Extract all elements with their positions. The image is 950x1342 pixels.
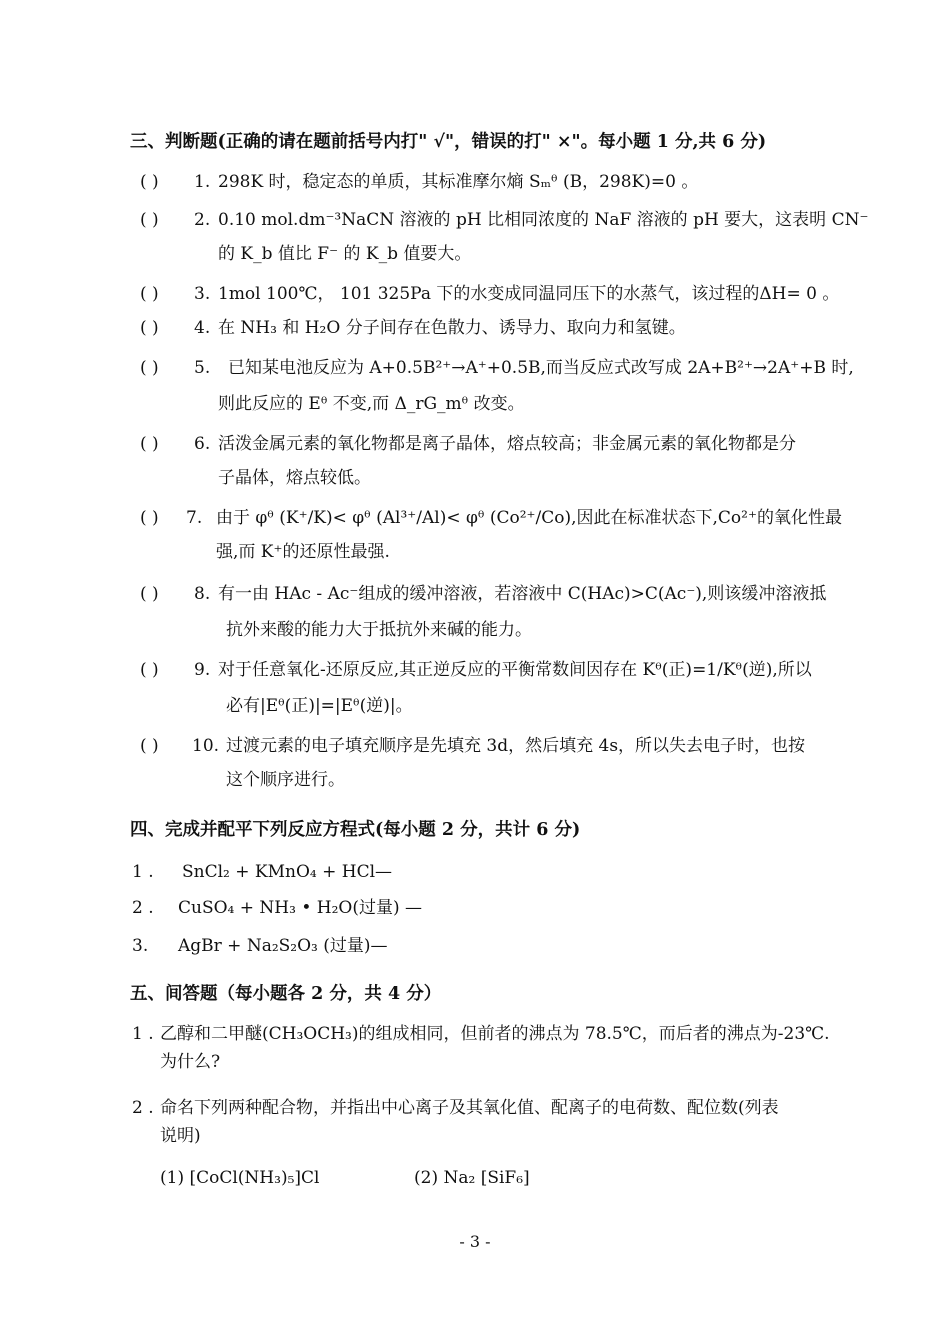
- item-5-text-2: 则此反应的 Eᶿ 不变,而 Δ_rG_mᶿ 改变。: [218, 394, 525, 414]
- item-7-paren: ( ): [140, 508, 159, 528]
- reaction-3-text: AgBr + Na₂S₂O₃ (过量)—: [178, 936, 388, 956]
- item-6-num: 6.: [194, 434, 211, 454]
- item-3-num: 3.: [194, 284, 211, 304]
- item-2-num: 2.: [194, 210, 211, 230]
- item-10-text-2: 这个顺序进行。: [226, 770, 345, 790]
- reaction-3-num: 3.: [132, 936, 149, 956]
- question-1-text-1: 乙醇和二甲醚(CH₃OCH₃)的组成相同，但前者的沸点为 78.5℃，而后者的沸点为-23℃.: [160, 1024, 830, 1044]
- item-2-text-2: 的 K_b 值比 F⁻ 的 K_b 值要大。: [218, 244, 472, 264]
- item-2-paren: ( ): [140, 210, 159, 230]
- item-4-num: 4.: [194, 318, 211, 338]
- reaction-2-num: 2 .: [132, 898, 154, 918]
- item-1-paren: ( ): [140, 172, 159, 192]
- reaction-1-text: SnCl₂ + KMnO₄ + HCl—: [182, 862, 393, 882]
- item-3-paren: ( ): [140, 284, 159, 304]
- item-9-num: 9.: [194, 660, 211, 680]
- question-1-num: 1 .: [132, 1024, 154, 1044]
- item-8-text-2: 抗外来酸的能力大于抵抗外来碱的能力。: [226, 620, 532, 640]
- item-7-text-2: 强,而 K⁺的还原性最强.: [216, 542, 390, 562]
- section4-heading: 四、完成并配平下列反应方程式(每小题 2 分，共计 6 分): [130, 820, 581, 840]
- item-5-paren: ( ): [140, 358, 159, 378]
- section5-heading: 五、间答题（每小题各 2 分，共 4 分）: [130, 984, 442, 1004]
- item-4-text: 在 NH₃ 和 H₂O 分子间存在色散力、诱导力、取向力和氢键。: [218, 318, 686, 338]
- item-6-paren: ( ): [140, 434, 159, 454]
- item-3-text: 1mol 100℃， 101 325Pa 下的水变成同温同压下的水蒸气，该过程的ΔH= 0 。: [218, 284, 840, 304]
- compound-2: (2) Na₂ [SiF₆]: [414, 1168, 530, 1188]
- item-8-paren: ( ): [140, 584, 159, 604]
- item-10-paren: ( ): [140, 736, 159, 756]
- item-9-paren: ( ): [140, 660, 159, 680]
- question-2-num: 2 .: [132, 1098, 154, 1118]
- compound-1: (1) [CoCl(NH₃)₅]Cl: [160, 1168, 320, 1188]
- question-2-text-2: 说明): [160, 1126, 201, 1146]
- section3-heading: 三、判断题(正确的请在题前括号内打" √"，错误的打" ×"。每小题 1 分,共 6 分): [130, 132, 767, 152]
- reaction-1-num: 1 .: [132, 862, 154, 882]
- item-9-text-2: 必有|Eᶿ(正)|=|Eᶿ(逆)|。: [226, 696, 413, 716]
- reaction-2-text: CuSO₄ + NH₃ • H₂O(过量) —: [178, 898, 423, 918]
- item-7-num: 7.: [186, 508, 203, 528]
- item-5-text-1: 已知某电池反应为 A+0.5B²⁺→A⁺+0.5B,而当反应式改写成 2A+B²⁺→2A⁺+B 时,: [228, 358, 854, 378]
- item-6-text-2: 子晶体，熔点较低。: [218, 468, 371, 488]
- item-6-text-1: 活泼金属元素的氧化物都是离子晶体，熔点较高；非金属元素的氧化物都是分: [218, 434, 796, 454]
- page-number: - 3 -: [459, 1232, 491, 1251]
- question-2-text-1: 命名下列两种配合物，并指出中心离子及其氧化值、配离子的电荷数、配位数(列表: [160, 1098, 779, 1118]
- item-1-num: 1.: [194, 172, 211, 192]
- item-10-num: 10.: [192, 736, 220, 756]
- item-7-text-1: 由于 φᶿ (K⁺/K)< φᶿ (Al³⁺/Al)< φᶿ (Co²⁺/Co),因此在标准状态下,Co²⁺的氧化性最: [216, 508, 842, 528]
- item-1-text: 298K 时，稳定态的单质，其标准摩尔熵 Sₘᶿ (B，298K)=0 。: [218, 172, 699, 192]
- item-4-paren: ( ): [140, 318, 159, 338]
- item-8-num: 8.: [194, 584, 211, 604]
- item-5-num: 5.: [194, 358, 211, 378]
- item-9-text-1: 对于任意氧化-还原反应,其正逆反应的平衡常数间因存在 Kᶿ(正)=1/Kᶿ(逆),所以: [218, 660, 812, 680]
- question-1-text-2: 为什么?: [160, 1052, 221, 1072]
- item-8-text-1: 有一由 HAc - Ac⁻组成的缓冲溶液，若溶液中 C(HAc)>C(Ac⁻),则该缓冲溶液抵: [218, 584, 827, 604]
- item-10-text-1: 过渡元素的电子填充顺序是先填充 3d，然后填充 4s，所以失去电子时，也按: [226, 736, 806, 756]
- item-2-text-1: 0.10 mol.dm⁻³NaCN 溶液的 pH 比相同浓度的 NaF 溶液的 pH 要大，这表明 CN⁻: [218, 210, 869, 230]
